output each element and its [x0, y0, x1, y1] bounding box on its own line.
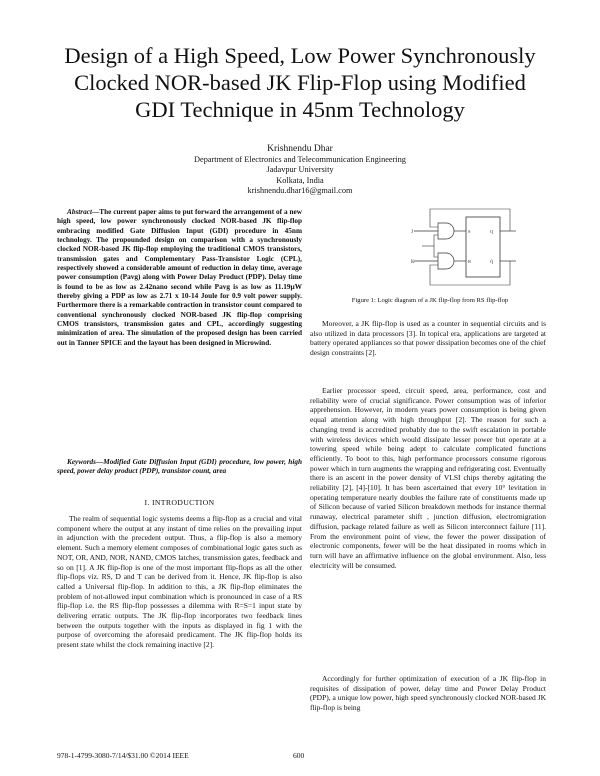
copyright-footer: 978-1-4799-3080-7/14/$31.00 ©2014 IEEE [57, 751, 189, 760]
right-paragraph [310, 319, 546, 358]
title-line: Clocked NOR-based JK Flip-Flop using Modified [74, 70, 526, 95]
paper-title [40, 42, 560, 123]
author-block [100, 143, 500, 196]
author-email: krishnendu.dhar16@gmail.com [247, 185, 353, 195]
figure-caption: Figure 1: Logic diagram of a JK flip-flop from RS flip-flop [351, 297, 509, 304]
affiliation-line: Jadavpur University [266, 165, 334, 175]
paragraph: Earlier processor speed, circuit speed, area, performance, cost and reliability were of crucial significance. Power consumption was of inferior apprehension. However, in modern years power consumption is being given equal attention along with high throughput [2]. The reason for such a changing trend is accredited probably due to the swift escalation in portable with wireless devices which would dissipate lesser power but operate at a towering speed while being adept to calculate complicated functions efficiently. To boot to this, high performance processors consume rigorous power which in turn augments the wrapping and refrigerating cost. Eventually there is an ascent in the power density of VLSI chips thereby agitating the reliability [2], [4]-[10]. It has been ascertained that every 10° levitation in operating temperature nearly doubles the failure rate of constituents made up of Silicon because of varied Silicon breakdown methods for instance thermal runaway, electrical parameter shift , junction diffusion, electromigration diffusion, package related failure as well as Silicon interconnect failure [11]. From the environment point of view, the fewer the power dissipation of electronic components, fewer will be the heat dissipated in rooms which in turn will have an affirmative influence on the global environment. Also, less electricity will be consumed. [310, 386, 546, 570]
keywords-label: Keywords [67, 458, 96, 466]
r-label: R [468, 259, 472, 264]
keywords-text: —Modified Gate Diffusion Input (GDI) procedure, low power, high speed, power delay product (PDP), transistor count, area [57, 458, 302, 476]
affiliation-line: Kolkata, India [276, 175, 324, 185]
qbar-label: Q̄ [490, 259, 494, 264]
paragraph: Accordingly for further optimization of execution of a JK flip-flop in requisites of dissipation of power, delay time and Power Delay Product (PDP), a unique low power, high speed synchronously clocked NOR-based JK flip-flop is being [310, 674, 546, 713]
s-label: S [468, 229, 471, 234]
right-paragraph [310, 674, 546, 713]
page-number: 600 [293, 751, 305, 760]
affiliation-line: Department of Electronics and Telecommunication Engineering [194, 155, 406, 164]
author-name: Krishnendu Dhar [267, 144, 333, 154]
k-input-label: K [411, 260, 415, 265]
jk-flipflop-diagram [410, 203, 520, 293]
abstract-label: Abstract [67, 208, 92, 216]
abstract-text: —The current paper aims to put forward the arrangement of a new high speed, low power synchronously clocked NOR-based JK flip-flop embracing modified Gate Diffusion Input (GDI) procedure in 45nm technology. The propounded design on comparison with a synchronously clocked NOR-based JK flip-flop employing the traditional CMOS transistors, transmission gates and Complementary Pass-Transistor Logic (CPL), respectively showed a considerable amount of reduction in delay time, average power consumption (Pavg) along with Power Delay Product (PDP). Delay time is found to be as low as 2.42nano second while Pavg is as low as 11.19µW thereby giving a PDP as low as 2.71 x 10-14 Joule for 0.9 volt power supply. Furthermore there is a remarkable contraction in transistor count compared to conventional synchronously clocked NOR-based JK flip-flop comprising CMOS transistors, transmission gates and CPL, accordingly suggesting minimization of area. The simulation of the proposed design has been carried out in Tanner SPICE and the layout has been designed in Microwind. [57, 208, 302, 347]
keywords [57, 458, 302, 477]
intro-text [57, 514, 302, 650]
right-paragraph [310, 386, 546, 570]
and-gate-top [438, 223, 454, 239]
title-line: Design of a High Speed, Low Power Synchronously [64, 43, 536, 68]
section-heading: I. INTRODUCTION [144, 498, 215, 507]
and-gate-bottom [438, 253, 454, 269]
paragraph: The realm of sequential logic systems deems a flip-flop as a crucial and vital component where the output at any instant of time relies on the prevailing input in adjunction with the precedent output. Thus, a flip-flop is also a memory element. Such a memory element composes of combinational logic gates such as NOT, OR, AND, NOR, NAND, CMOS latches, transmission gates, feedback and so on [1]. A JK flip-flop is one of the most important flip-flops as all the other flip-flops viz. RS, D and T can be derived from it. Hence, JK flip-flop is also called a Universal flip-flop. In addition to this, a JK flip-flop eliminates the problem of not-allowed input combination which is pronounced in case of a RS flip-flop i.e. the RS flip-flop possesses a dilemma with R=S=1 input state by delivering erratic outputs. The JK flip-flop incorporates two feedback lines between the outputs together with the inputs as displayed in fig 1 with the purpose of overcoming the aforesaid predicament. The JK flip-flop holds its present state whilst the clock remaining inactive [2]. [57, 514, 302, 650]
rs-flipflop-box [466, 217, 500, 277]
abstract [57, 208, 302, 348]
j-input-label: J [411, 230, 413, 235]
q-label: Q [490, 229, 494, 234]
paragraph: Moreover, a JK flip-flop is used as a counter in sequential circuits and is also utilized in data processors [3]. In topical era, applications are targeted at battery operated appliances so that power dissipation becomes one of the chief design constraints [2]. [310, 319, 546, 358]
title-line: GDI Technique in 45nm Technology [135, 97, 465, 122]
